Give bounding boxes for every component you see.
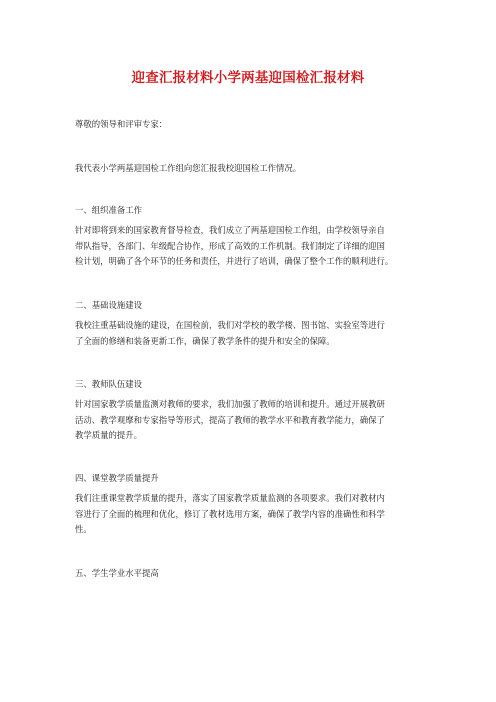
paragraph-line: 性。 <box>75 524 92 534</box>
paragraph-line: 带队指导，各部门、年级配合协作，形成了高效的工作机制。我们制定了详细的迎国 <box>75 240 385 251</box>
paragraph-line: 检计划，明确了各个环节的任务和责任，并进行了培训，确保了整个工作的顺利进行。 <box>75 256 394 266</box>
paragraph-line: 我们注重课堂教学质量的提升，落实了国家教学质量监测的各项要求。我们对教材内 <box>75 493 385 503</box>
paragraph-line: 教学质量的提升。 <box>75 430 142 440</box>
paragraph-line: 针对国家教学质量监测对教师的要求，我们加强了教师的培训和提升。通过开展教研 <box>75 399 385 409</box>
paragraph-line: 活动、教学观摩和专家指导等形式，提高了教师的教学水平和教育教学能力，确保了 <box>75 414 385 425</box>
document-title: 迎查汇报材料小学两基迎国检汇报材料 <box>131 70 365 86</box>
paragraph-line: 针对即将到来的国家教育督导检查，我们成立了两基迎国检工作组，由学校领导亲自 <box>75 225 385 235</box>
intro-paragraph: 我代表小学两基迎国检工作组向您汇报我校迎国检工作情况。 <box>75 163 302 173</box>
section-heading: 二、基础设施建设 <box>75 300 142 310</box>
greeting-text: 尊敬的领导和评审专家： <box>75 119 168 129</box>
paragraph-line: 容进行了全面的梳理和优化，修订了教材选用方案，确保了教学内容的准确性和科学 <box>75 508 385 519</box>
section-heading: 五、学生学业水平提高 <box>75 568 159 578</box>
section-teachers <box>75 378 435 444</box>
section-infrastructure <box>75 299 435 349</box>
section-heading: 四、课堂教学质量提升 <box>75 473 159 483</box>
section-student-achievement <box>75 567 435 586</box>
section-organization <box>75 204 435 270</box>
section-classroom-quality <box>75 472 435 538</box>
section-heading: 一、组织准备工作 <box>75 205 142 215</box>
paragraph-line: 我校注重基础设施的建设，在国检前，我们对学校的教学楼、图书馆、实验室等进行 <box>75 320 385 330</box>
section-heading: 三、教师队伍建设 <box>75 379 142 389</box>
paragraph-line: 了全面的修缮和装备更新工作，确保了教学条件的提升和安全的保障。 <box>75 335 335 346</box>
